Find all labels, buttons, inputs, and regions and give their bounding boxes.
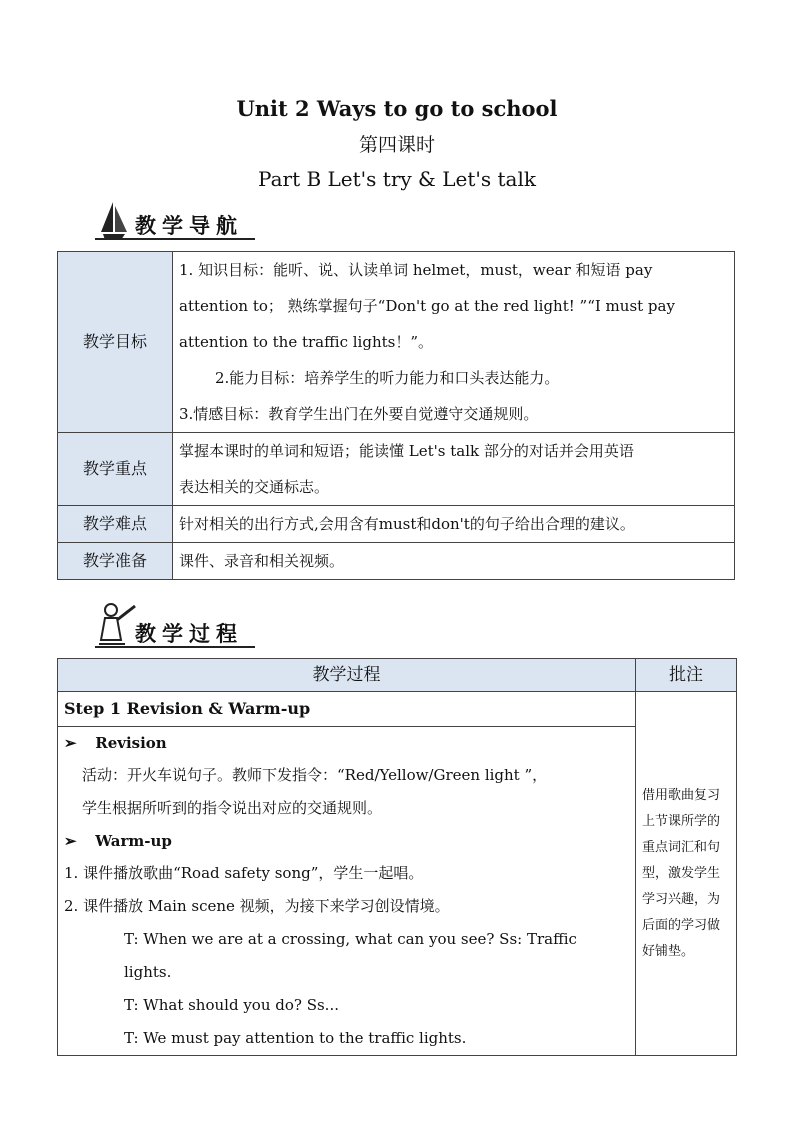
- table-row: [58, 727, 737, 1056]
- table-row: [58, 506, 735, 543]
- step-title: Step 1 Revision & Warm-up: [58, 692, 636, 727]
- note-line: 重点词汇和句: [642, 839, 721, 855]
- dialog-line: T: We must pay attention to the traffic lights.: [124, 1029, 467, 1047]
- lesson-title: 第四课时: [358, 134, 435, 156]
- table-row: [58, 543, 735, 580]
- revision-heading: [64, 727, 629, 759]
- row-content: [173, 252, 735, 433]
- row-content: [173, 543, 735, 580]
- dialog-line: T: When we are at a crossing, what can you see? Ss: Traffic lights.: [124, 930, 577, 981]
- text-line: 活动：开火车说句子。教师下发指令：“Red/Yellow/Green light ”，: [82, 766, 548, 784]
- objectives-table: [57, 251, 735, 580]
- text-line: 课件、录音和相关视频。: [179, 552, 345, 570]
- note-line: 上节课所学的: [642, 813, 721, 829]
- row-label: 教学难点: [58, 506, 173, 543]
- warmup-heading: [64, 825, 629, 857]
- text-line: 针对相关的出行方式,会用含有must和don't的句子给出合理的建议。: [179, 515, 635, 533]
- text-line: attention to the traffic lights！”。: [179, 333, 433, 351]
- unit-title: Unit 2 Ways to go to school: [236, 96, 558, 121]
- revision-label: Revision: [95, 734, 167, 752]
- text-line: 1. 课件播放歌曲“Road safety song”，学生一起唱。: [64, 864, 424, 882]
- table-header-row: [58, 659, 737, 692]
- dialog-line: T: What should you do? Ss...: [124, 996, 339, 1014]
- text-line: 掌握本课时的单词和短语；能读懂 Let's talk 部分的对话并会用英语: [179, 442, 634, 460]
- section-nav-label: 教学导航: [135, 214, 243, 238]
- table-row: [58, 252, 735, 433]
- text-line: 3.情感目标：教育学生出门在外要自觉遵守交通规则。: [179, 405, 539, 423]
- section-process-label: 教学过程: [135, 622, 243, 646]
- text-line: 2.能力目标：培养学生的听力能力和口头表达能力。: [215, 369, 560, 387]
- section-process-heading: [95, 600, 295, 648]
- section-divider: [95, 646, 255, 648]
- warmup-label: Warm-up: [95, 832, 172, 850]
- arrow-bullet-icon: ➢: [64, 734, 77, 752]
- row-content: [173, 506, 735, 543]
- row-label: 教学准备: [58, 543, 173, 580]
- text-line: attention to； 熟练掌握句子“Don't go at the red light! ”“I must pay: [179, 297, 675, 315]
- text-line: 表达相关的交通标志。: [179, 478, 330, 496]
- notes-cell: [636, 692, 737, 1056]
- process-table: [57, 658, 737, 1056]
- note-line: 好铺垫。: [642, 943, 695, 959]
- text-line: 学生根据所听到的指令说出对应的交通规则。: [82, 799, 383, 817]
- step-content: [58, 727, 636, 1056]
- table-row: [58, 692, 737, 727]
- row-content: [173, 433, 735, 506]
- text-line: 1. 知识目标：能听、说、认读单词 helmet，must，wear 和短语 pay: [179, 261, 653, 279]
- table-row: [58, 433, 735, 506]
- section-nav-heading: [95, 198, 295, 246]
- column-header-process: 教学过程: [58, 659, 636, 692]
- note-line: 后面的学习做: [642, 917, 721, 933]
- row-label: 教学重点: [58, 433, 173, 506]
- note-line: 型，激发学生: [642, 865, 721, 881]
- text-line: 2. 课件播放 Main scene 视频，为接下来学习创设情境。: [64, 897, 450, 915]
- note-line: 借用歌曲复习: [642, 787, 721, 803]
- part-title: Part B Let's try & Let's talk: [258, 167, 536, 191]
- arrow-bullet-icon: ➢: [64, 832, 77, 850]
- column-header-notes: 批注: [636, 659, 737, 692]
- row-label: 教学目标: [58, 252, 173, 433]
- section-divider: [95, 238, 255, 240]
- note-line: 学习兴趣，为: [642, 891, 721, 907]
